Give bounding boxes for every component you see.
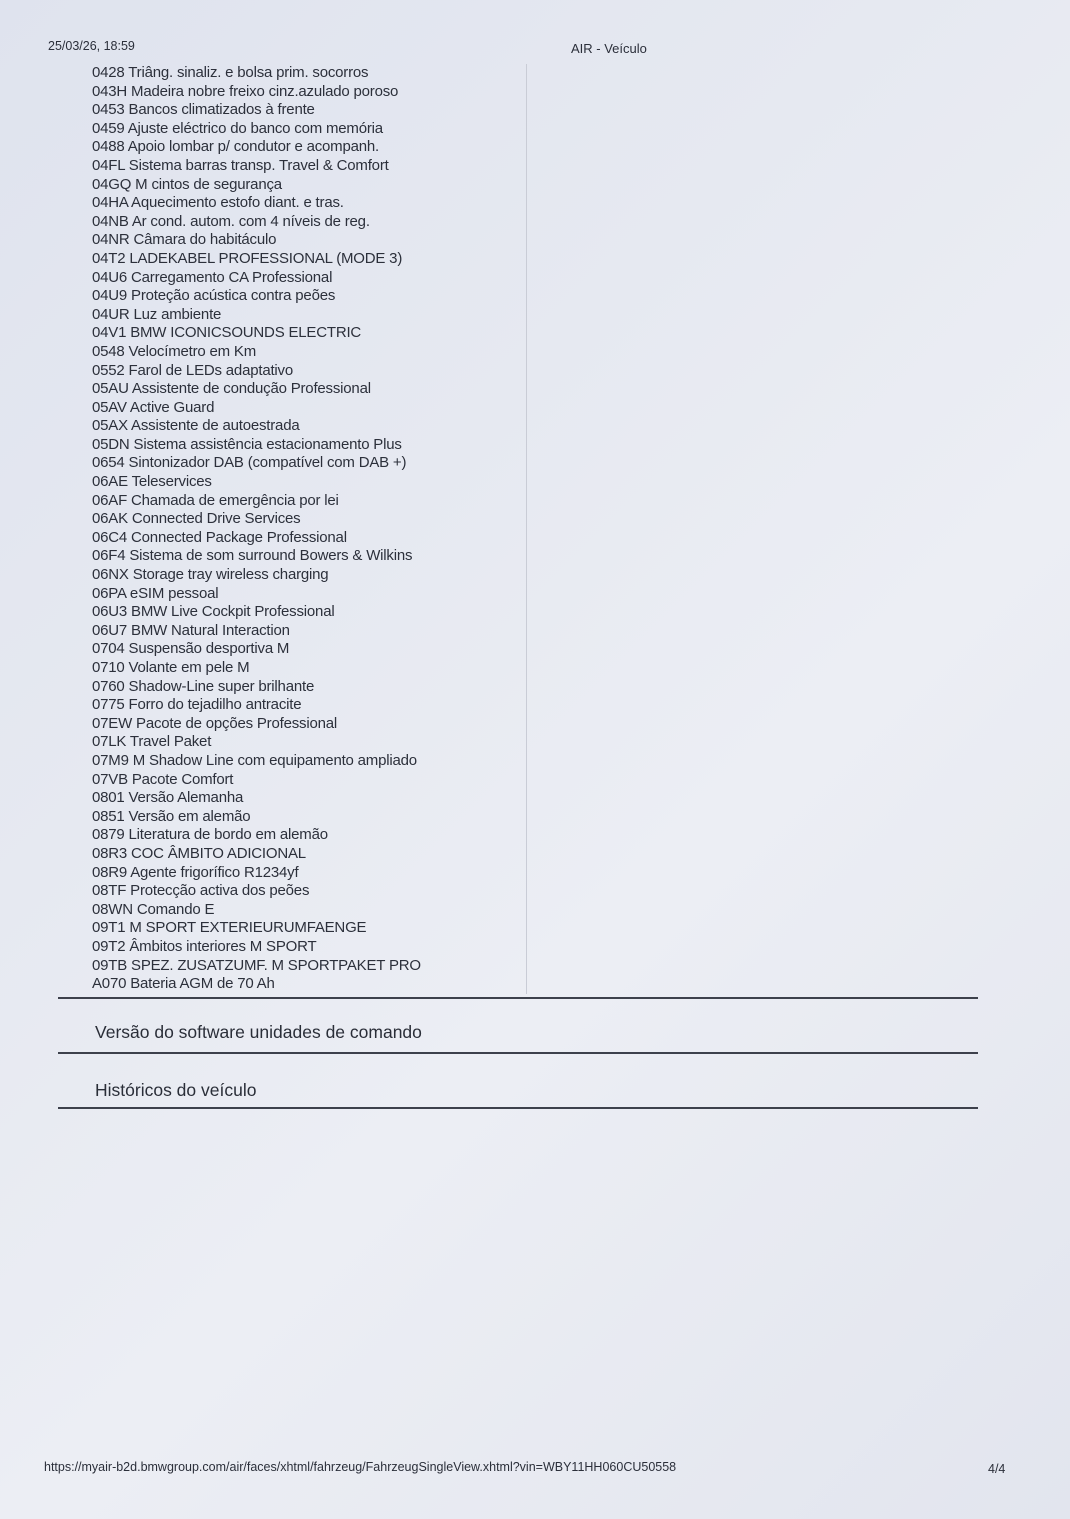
option-item: 0654 Sintonizador DAB (compatível com DAB +) xyxy=(92,454,407,472)
option-item: 0459 Ajuste eléctrico do banco com memória xyxy=(92,119,383,137)
option-item: 06NX Storage tray wireless charging xyxy=(92,566,329,584)
option-item: 04U9 Proteção acústica contra peões xyxy=(92,287,336,305)
option-item: 04UR Luz ambiente xyxy=(92,305,222,323)
column-divider xyxy=(526,64,527,994)
print-datetime: 25/03/26, 18:59 xyxy=(48,39,135,53)
section-software-versions[interactable]: Versão do software unidades de comando xyxy=(95,1022,422,1042)
option-item: 06U7 BMW Natural Interaction xyxy=(92,621,290,639)
option-item: 06AF Chamada de emergência por lei xyxy=(92,491,339,509)
option-item: 04FL Sistema barras transp. Travel & Comfort xyxy=(92,156,389,174)
option-code-list xyxy=(92,64,421,994)
divider-bottom xyxy=(58,1107,978,1109)
option-item: 08WN Comando E xyxy=(92,900,215,918)
option-item: 04GQ M cintos de segurança xyxy=(92,175,282,193)
option-item: 04NR Câmara do habitáculo xyxy=(92,231,277,249)
option-item: 0710 Volante em pele M xyxy=(92,659,250,676)
option-item: 05DN Sistema assistência estacionamento Plus xyxy=(92,435,402,453)
option-item: 043H Madeira nobre freixo cinz.azulado poroso xyxy=(92,82,399,100)
option-item: 0488 Apoio lombar p/ condutor e acompanh. xyxy=(92,138,380,156)
option-item: 0775 Forro do tejadilho antracite xyxy=(92,696,302,714)
option-item: 0704 Suspensão desportiva M xyxy=(92,640,290,658)
divider-top xyxy=(58,997,978,999)
option-item: 08R3 COC ÂMBITO ADICIONAL xyxy=(92,844,306,862)
option-item: 04NB Ar cond. autom. com 4 níveis de reg. xyxy=(92,212,370,230)
divider-middle xyxy=(58,1052,978,1054)
option-item: 06AE Teleservices xyxy=(92,473,212,491)
option-item: 05AU Assistente de condução Professional xyxy=(92,380,371,398)
option-item: 07M9 M Shadow Line com equipamento ampliado xyxy=(92,751,417,769)
option-item: 0453 Bancos climatizados à frente xyxy=(92,101,315,119)
option-item: A070 Bateria AGM de 70 Ah xyxy=(92,975,275,993)
option-item: 0548 Velocímetro em Km xyxy=(92,342,257,360)
page-title: AIR - Veículo xyxy=(571,41,647,56)
option-item: 07EW Pacote de opções Professional xyxy=(92,714,338,732)
option-item: 09T2 Âmbitos interiores M SPORT xyxy=(92,937,317,955)
option-item: 09T1 M SPORT EXTERIEURUMFAENGE xyxy=(92,919,367,937)
option-item: 06C4 Connected Package Professional xyxy=(92,528,347,546)
option-item: 04U6 Carregamento CA Professional xyxy=(92,268,333,286)
option-item: 07LK Travel Paket xyxy=(92,733,212,751)
option-item: 06AK Connected Drive Services xyxy=(92,510,301,528)
option-item: 0879 Literatura de bordo em alemão xyxy=(92,826,328,844)
option-item: 04V1 BMW ICONICSOUNDS ELECTRIC xyxy=(92,324,362,342)
option-item: 04HA Aquecimento estofo diant. e tras. xyxy=(92,194,344,212)
option-item: 07VB Pacote Comfort xyxy=(92,770,234,788)
option-item: 06F4 Sistema de som surround Bowers & Wilkins xyxy=(92,547,413,565)
option-item: 0851 Versão em alemão xyxy=(92,807,251,825)
option-item: 0428 Triâng. sinaliz. e bolsa prim. socorros xyxy=(92,64,369,81)
section-vehicle-history[interactable]: Históricos do veículo xyxy=(95,1080,257,1100)
option-item: 08R9 Agente frigorífico R1234yf xyxy=(92,863,299,881)
option-item: 06PA eSIM pessoal xyxy=(92,584,219,602)
option-item: 0552 Farol de LEDs adaptativo xyxy=(92,361,293,379)
option-item: 08TF Protecção activa dos peões xyxy=(92,882,310,900)
footer-url: https://myair-b2d.bmwgroup.com/air/faces/xhtml/fahrzeug/FahrzeugSingleView.xhtml?vin=WBY11HH060CU50558 xyxy=(44,1460,677,1474)
option-item: 06U3 BMW Live Cockpit Professional xyxy=(92,603,335,621)
page-number: 4/4 xyxy=(988,1462,1006,1476)
option-item: 04T2 LADEKABEL PROFESSIONAL (MODE 3) xyxy=(92,249,403,267)
option-item: 0760 Shadow-Line super brilhante xyxy=(92,677,315,695)
option-item: 05AV Active Guard xyxy=(92,398,215,416)
option-item: 05AX Assistente de autoestrada xyxy=(92,417,300,435)
option-item: 09TB SPEZ. ZUSATZUMF. M SPORTPAKET PRO xyxy=(92,956,421,974)
option-item: 0801 Versão Alemanha xyxy=(92,789,244,807)
